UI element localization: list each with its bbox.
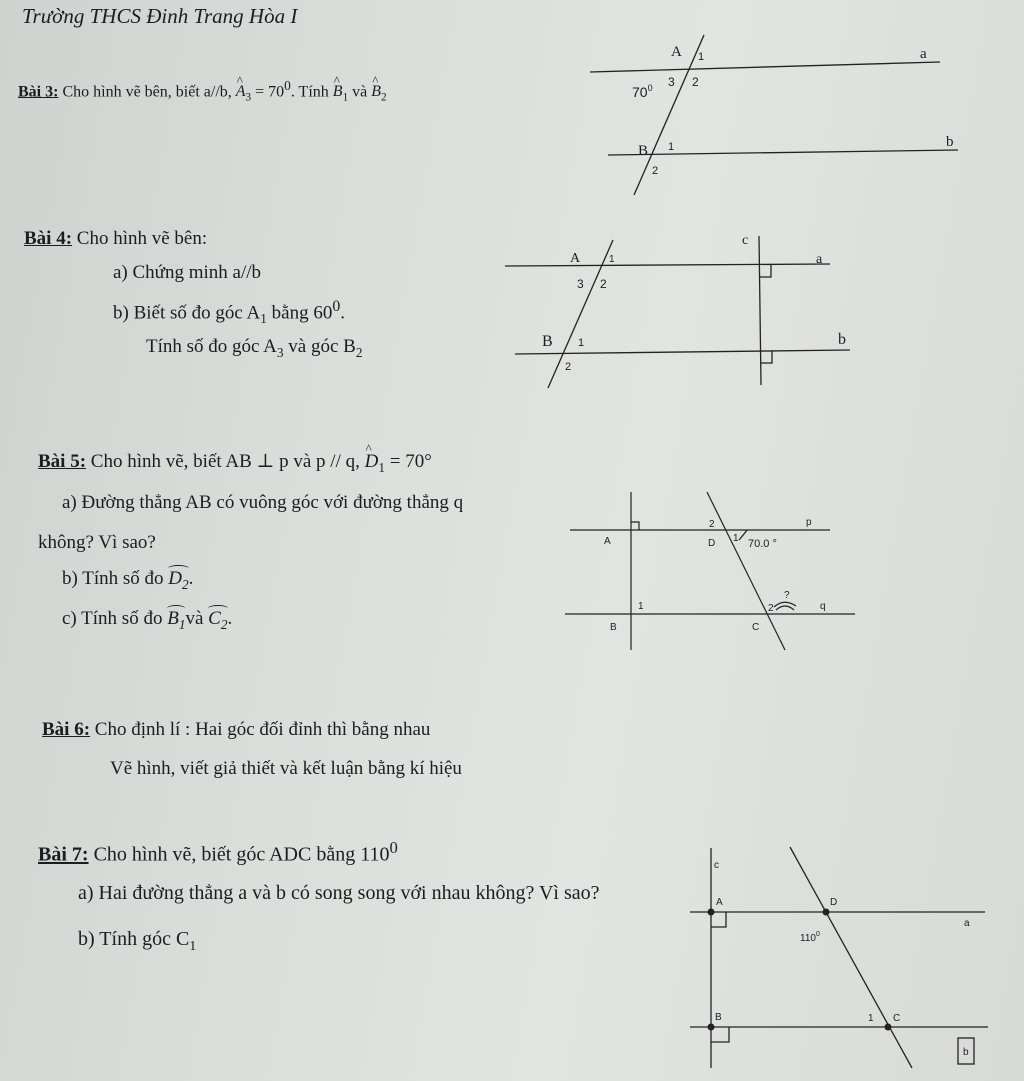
bai3-line-b — [608, 150, 958, 155]
bai4-right-angle-b — [761, 351, 772, 363]
bai5-right-angle — [631, 522, 639, 530]
bai4-line-c — [759, 236, 761, 385]
bai7-transversal — [790, 847, 912, 1068]
bai5-part-a-line2: không? Vì sao? — [38, 532, 156, 553]
svg-text:3: 3 — [668, 75, 675, 89]
bai7-point-B — [708, 1024, 715, 1031]
svg-text:1: 1 — [668, 141, 675, 153]
bai5-part-a: a) Đường thẳng AB có vuông góc với đường thẳng q — [62, 492, 464, 513]
bai7-point-C — [885, 1024, 892, 1031]
svg-text:?: ? — [784, 590, 790, 601]
bai4-intro: Cho hình vẽ bên: — [76, 228, 208, 249]
svg-text:1: 1 — [733, 533, 739, 544]
bai4-label: Bài 4: — [24, 228, 73, 249]
bai3-label: Bài 3: — [18, 83, 59, 101]
bai7-label-B: B — [715, 1012, 722, 1023]
bai5-part-b: b) Tính số đo $D_2$. — [62, 568, 194, 592]
bai3-label-B: B — [638, 143, 649, 159]
svg-text:2: 2 — [692, 75, 699, 89]
bai5-label-C: C — [752, 622, 760, 633]
bai7-label-b: b — [963, 1047, 969, 1058]
bai5-angle-label: 70.0 ° — [748, 538, 777, 550]
bai7-part-b: b) Tính góc $C_1$ — [78, 928, 197, 954]
bai5-label-q: q — [820, 601, 826, 612]
bai7-label: Bài 7: — [38, 843, 89, 866]
bai5-label-p: p — [806, 517, 812, 528]
bai3-label-A: A — [671, 44, 682, 60]
svg-text:2: 2 — [652, 165, 659, 177]
bai4-part-a: a) Chứng minh a//b — [113, 262, 262, 283]
bai7-angle-label: $110^0$ — [800, 931, 820, 944]
bai7-label-D: D — [830, 897, 838, 908]
svg-text:1: 1 — [578, 337, 585, 349]
svg-text:3: 3 — [577, 277, 584, 291]
bai4-line-a — [505, 264, 830, 266]
school-name: Trường THCS Đinh Trang Hòa I — [22, 4, 298, 28]
bai3-figure-labels — [632, 44, 954, 177]
bai3-angle-label: $70^0$ — [632, 83, 653, 100]
bai4-label-c: c — [742, 233, 749, 248]
bai7-point-D — [823, 909, 830, 916]
bai3-statement: Bài 3: Cho hình vẽ bên, biết a//b, ^ $A_3 = 70^0$. Tính ^ $B_1$ và ^ $B_2$ — [18, 78, 387, 104]
bai3-given-value: = 70 — [251, 83, 285, 101]
bai6-line1: Bài 6: Cho định lí : Hai góc đối đỉnh thì bằng nhau — [42, 719, 431, 740]
bai7-points — [708, 909, 892, 1031]
svg-text:1: 1 — [638, 601, 644, 612]
bai4-part-b: b) Biết số đo góc $A_1$ bằng $60^0$. — [113, 298, 346, 327]
bai6-label: Bài 6: — [42, 719, 91, 740]
bai5-label-A: A — [604, 536, 611, 547]
bai5-label-D: D — [708, 538, 716, 549]
bai4-figure — [505, 236, 850, 388]
bai3-and: và — [352, 83, 368, 101]
bai7-label-c: c — [714, 860, 719, 871]
bai7-part-a: a) Hai đường thẳng a và b có song song với nhau không? Vì sao? — [78, 882, 600, 904]
bai5-label: Bài 5: — [38, 451, 87, 472]
bai7-statement: Bài 7: Cho hình vẽ, biết góc ADC bằng $110^0$ — [38, 838, 398, 866]
bai3-text: Cho hình vẽ bên, biết a//b, — [62, 83, 232, 101]
svg-text:1: 1 — [698, 51, 705, 63]
bai3-figure — [590, 35, 958, 195]
bai7-figure-labels — [714, 860, 970, 1058]
bai3-line-a — [590, 62, 940, 72]
bai4-label-a: a — [816, 252, 823, 267]
svg-text:1: 1 — [609, 254, 615, 265]
bai4-right-angle-a — [760, 265, 771, 277]
bai7-right-angle-b — [711, 1027, 729, 1042]
bai7-figure — [690, 847, 988, 1068]
bai3-ask: . Tính — [290, 83, 329, 101]
bai5-label-B: B — [610, 622, 617, 633]
bai7-label-a: a — [964, 918, 970, 929]
bai5-figure — [565, 492, 855, 650]
svg-text:2: 2 — [768, 603, 774, 614]
bai4-label-B: B — [542, 333, 553, 350]
svg-text:1: 1 — [868, 1013, 874, 1024]
bai5-angle-arc-d1 — [739, 530, 747, 540]
bai4-label-b: b — [838, 331, 846, 348]
bai3-label-b: b — [946, 134, 954, 150]
svg-text:2: 2 — [709, 519, 715, 530]
bai4-line-b — [515, 350, 850, 354]
bai4-part-b-line2: Tính số đo góc $A_3$ và góc $B_2$ — [146, 336, 363, 360]
bai5-part-c: c) Tính số đo $B_1và$ $C_2$. — [62, 608, 233, 632]
bai3-angle-a: ^ A — [236, 83, 246, 101]
svg-text:2: 2 — [565, 361, 572, 373]
bai5-figure-labels — [604, 517, 826, 633]
bai3-transversal — [634, 35, 704, 195]
bai4-transversal — [548, 240, 613, 388]
bai5-statement: Bài 5: Cho hình vẽ, biết AB ⊥ p và p // q, ^ $D_1 = 70^\circ$ — [38, 450, 432, 476]
bai7-label-A: A — [716, 897, 723, 908]
bai7-label-C: C — [893, 1013, 901, 1024]
svg-text:2: 2 — [600, 277, 607, 291]
bai6-line2: Vẽ hình, viết giả thiết và kết luận bằng kí hiệu — [110, 758, 462, 779]
bai4-label-A: A — [570, 251, 581, 266]
bai7-point-A — [708, 909, 715, 916]
bai5-line-DC — [707, 492, 785, 650]
bai3-label-a: a — [920, 46, 927, 62]
